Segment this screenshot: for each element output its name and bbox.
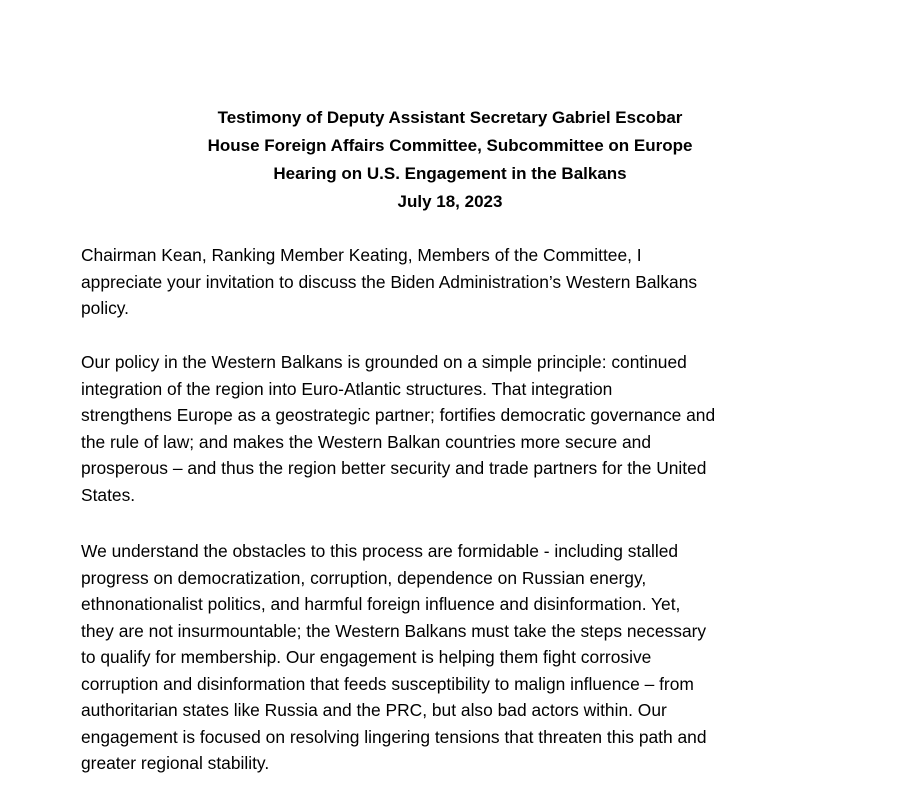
heading-date: July 18, 2023	[397, 192, 503, 211]
paragraph-line: corruption and disinformation that feeds susceptibility to malign influence – from	[81, 673, 694, 694]
paragraph-opening	[81, 242, 841, 322]
paragraph-line: greater regional stability.	[81, 753, 270, 773]
paragraph-line: Chairman Kean, Ranking Member Keating, Members of the Committee, I	[81, 245, 642, 265]
paragraph-line: policy.	[81, 298, 130, 318]
paragraph-line: appreciate your invitation to discuss the Biden Administration’s Western Balkans	[81, 271, 698, 292]
document-heading	[0, 104, 900, 216]
paragraph-line: they are not insurmountable; the Western Balkans must take the steps necessary	[81, 620, 707, 641]
paragraph-line: engagement is focused on resolving lingering tensions that threaten this path and	[81, 726, 707, 747]
paragraph-obstacles	[81, 538, 841, 777]
paragraph-line: We understand the obstacles to this process are formidable - including stalled	[81, 541, 679, 561]
paragraph-line: States.	[81, 484, 136, 505]
paragraph-line: to qualify for membership. Our engagement is helping them fight corrosive	[81, 647, 652, 667]
paragraph-line: ethnonationalist politics, and harmful foreign influence and disinformation. Yet,	[81, 594, 681, 614]
paragraph-line: progress on democratization, corruption, dependence on Russian energy,	[81, 567, 647, 588]
paragraph-line: integration of the region into Euro-Atlantic structures. That integration	[81, 378, 613, 399]
heading-committee-line: House Foreign Affairs Committee, Subcommittee on Europe	[207, 136, 693, 155]
paragraph-policy	[81, 349, 841, 508]
heading-hearing-line: Hearing on U.S. Engagement in the Balkans	[273, 164, 627, 183]
paragraph-line: prosperous – and thus the region better security and trade partners for the United	[81, 458, 707, 478]
paragraph-line: authoritarian states like Russia and the PRC, but also bad actors within. Our	[81, 700, 667, 720]
heading-title-line: Testimony of Deputy Assistant Secretary Gabriel Escobar	[217, 108, 683, 127]
paragraph-line: Our policy in the Western Balkans is grounded on a simple principle: continued	[81, 352, 687, 372]
paragraph-line: the rule of law; and makes the Western Balkan countries more secure and	[81, 431, 652, 452]
paragraph-line: strengthens Europe as a geostrategic partner; fortifies democratic governance and	[81, 405, 716, 425]
